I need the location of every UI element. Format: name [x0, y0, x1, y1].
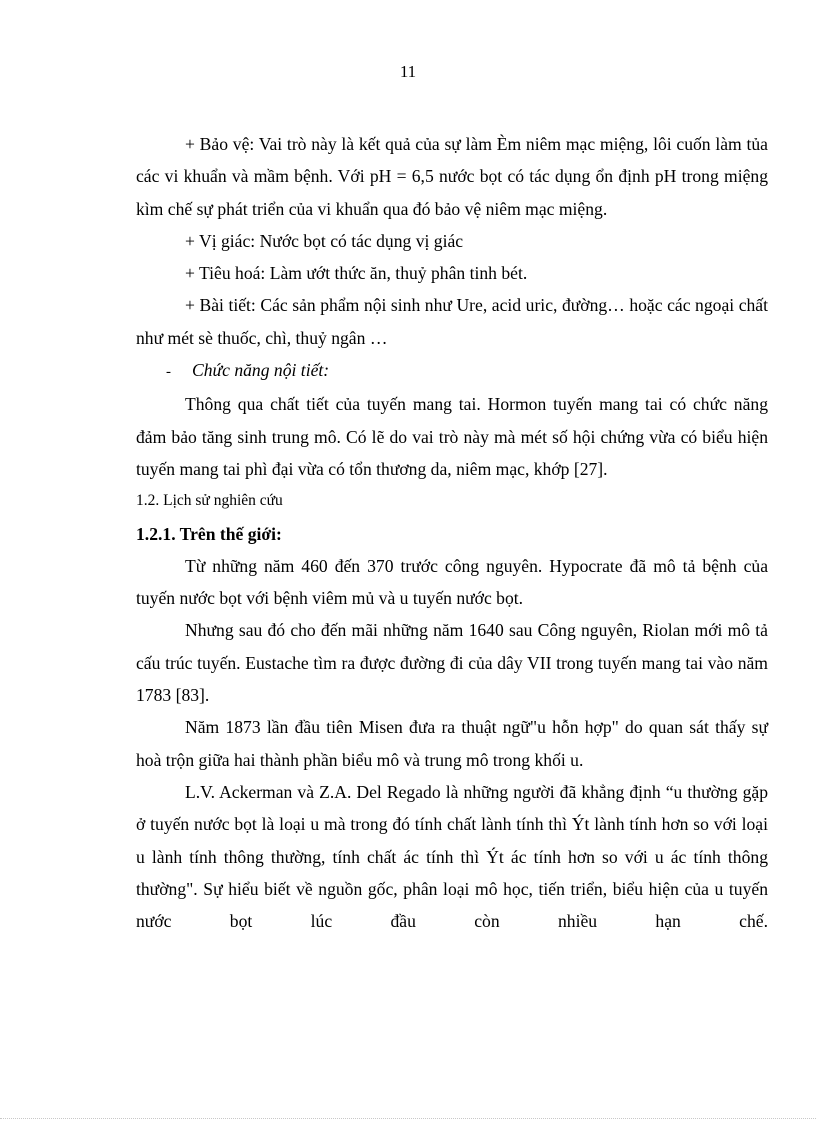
page-bottom-divider	[0, 1118, 816, 1119]
paragraph-hypocrate: Từ những năm 460 đến 370 trước công nguyên. Hypocrate đã mô tả bệnh của tuyến nước bọt với bệnh viêm mủ và u tuyến nước bọt.	[136, 555, 768, 609]
paragraph-tieu-hoa: + Tiêu hoá: Làm ướt thức ăn, thuỷ phân tinh bét.	[185, 263, 528, 284]
paragraph-riolan: Nhưng sau đó cho đến mãi những năm 1640 sau Công nguyên, Riolan mới mô tả cấu trúc tuyến. Eustache tìm ra được đường đi của dây VII trong tuyến mang tai vào năm 1783 [83].	[136, 620, 768, 706]
paragraph-bao-ve: + Bảo vệ: Vai trò này là kết quả của sự làm Èm niêm mạc miệng, lôi cuốn làm tủa các vi khuẩn và mầm bệnh. Với pH = 6,5 nước bọt có tác dụng ổn định pH trong miệng kìm chế sự phát triển của vi khuẩn qua đó bảo vệ niêm mạc miệng.	[136, 134, 768, 219]
subsection-endocrine	[136, 354, 768, 388]
paragraph-endocrine: Thông qua chất tiết của tuyến mang tai. Hormon tuyến mang tai có chức năng đảm bảo tăng sinh trung mô. Có lẽ do vai trò này mà mét số hội chứng vừa có biểu hiện tuyến mang tai phì đại vừa có tổn thương da, niêm mạc, khớp [27].	[136, 394, 768, 479]
paragraph-misen: Năm 1873 lần đầu tiên Misen đưa ra thuật ngữ"u hỗn hợp" do quan sát thấy sự hoà trộn giữa hai thành phần biểu mô và trung mô trong khối u.	[136, 717, 768, 770]
subsection-title: Chức năng nội tiết:	[192, 360, 330, 381]
paragraph-vi-giac: + Vị giác: Nước bọt có tác dụng vị giác	[185, 230, 464, 251]
section-heading: 1.2. Lịch sử nghiên cứu	[136, 492, 283, 510]
paragraph-bai-tiet: + Bài tiết: Các sản phẩm nội sinh như Ure, acid uric, đường… hoặc các ngoại chất như mét sè thuốc, chì, thuỷ ngân …	[136, 295, 768, 348]
document-body	[136, 128, 768, 937]
paragraph-ackerman: L.V. Ackerman và Z.A. Del Regado là những người đã khẳng định “u thường gặp ở tuyến nước bọt là loại u mà trong đó tính chất lành tính thì Ýt lành tính hơn so với loại u lành tính thông thường, tính chất ác tính thì Ýt ác tính hơn so với u ác tính thông thường". Sự hiểu biết về nguồn gốc, phân loại mô học, tiến triển, biểu hiện của u tuyến nước bọt lúc đầu còn nhiều hạn chế.	[136, 781, 768, 932]
bullet-dash: -	[166, 364, 171, 381]
subsection-heading: 1.2.1. Trên thế giới:	[136, 523, 282, 544]
page-number: 11	[399, 62, 417, 81]
